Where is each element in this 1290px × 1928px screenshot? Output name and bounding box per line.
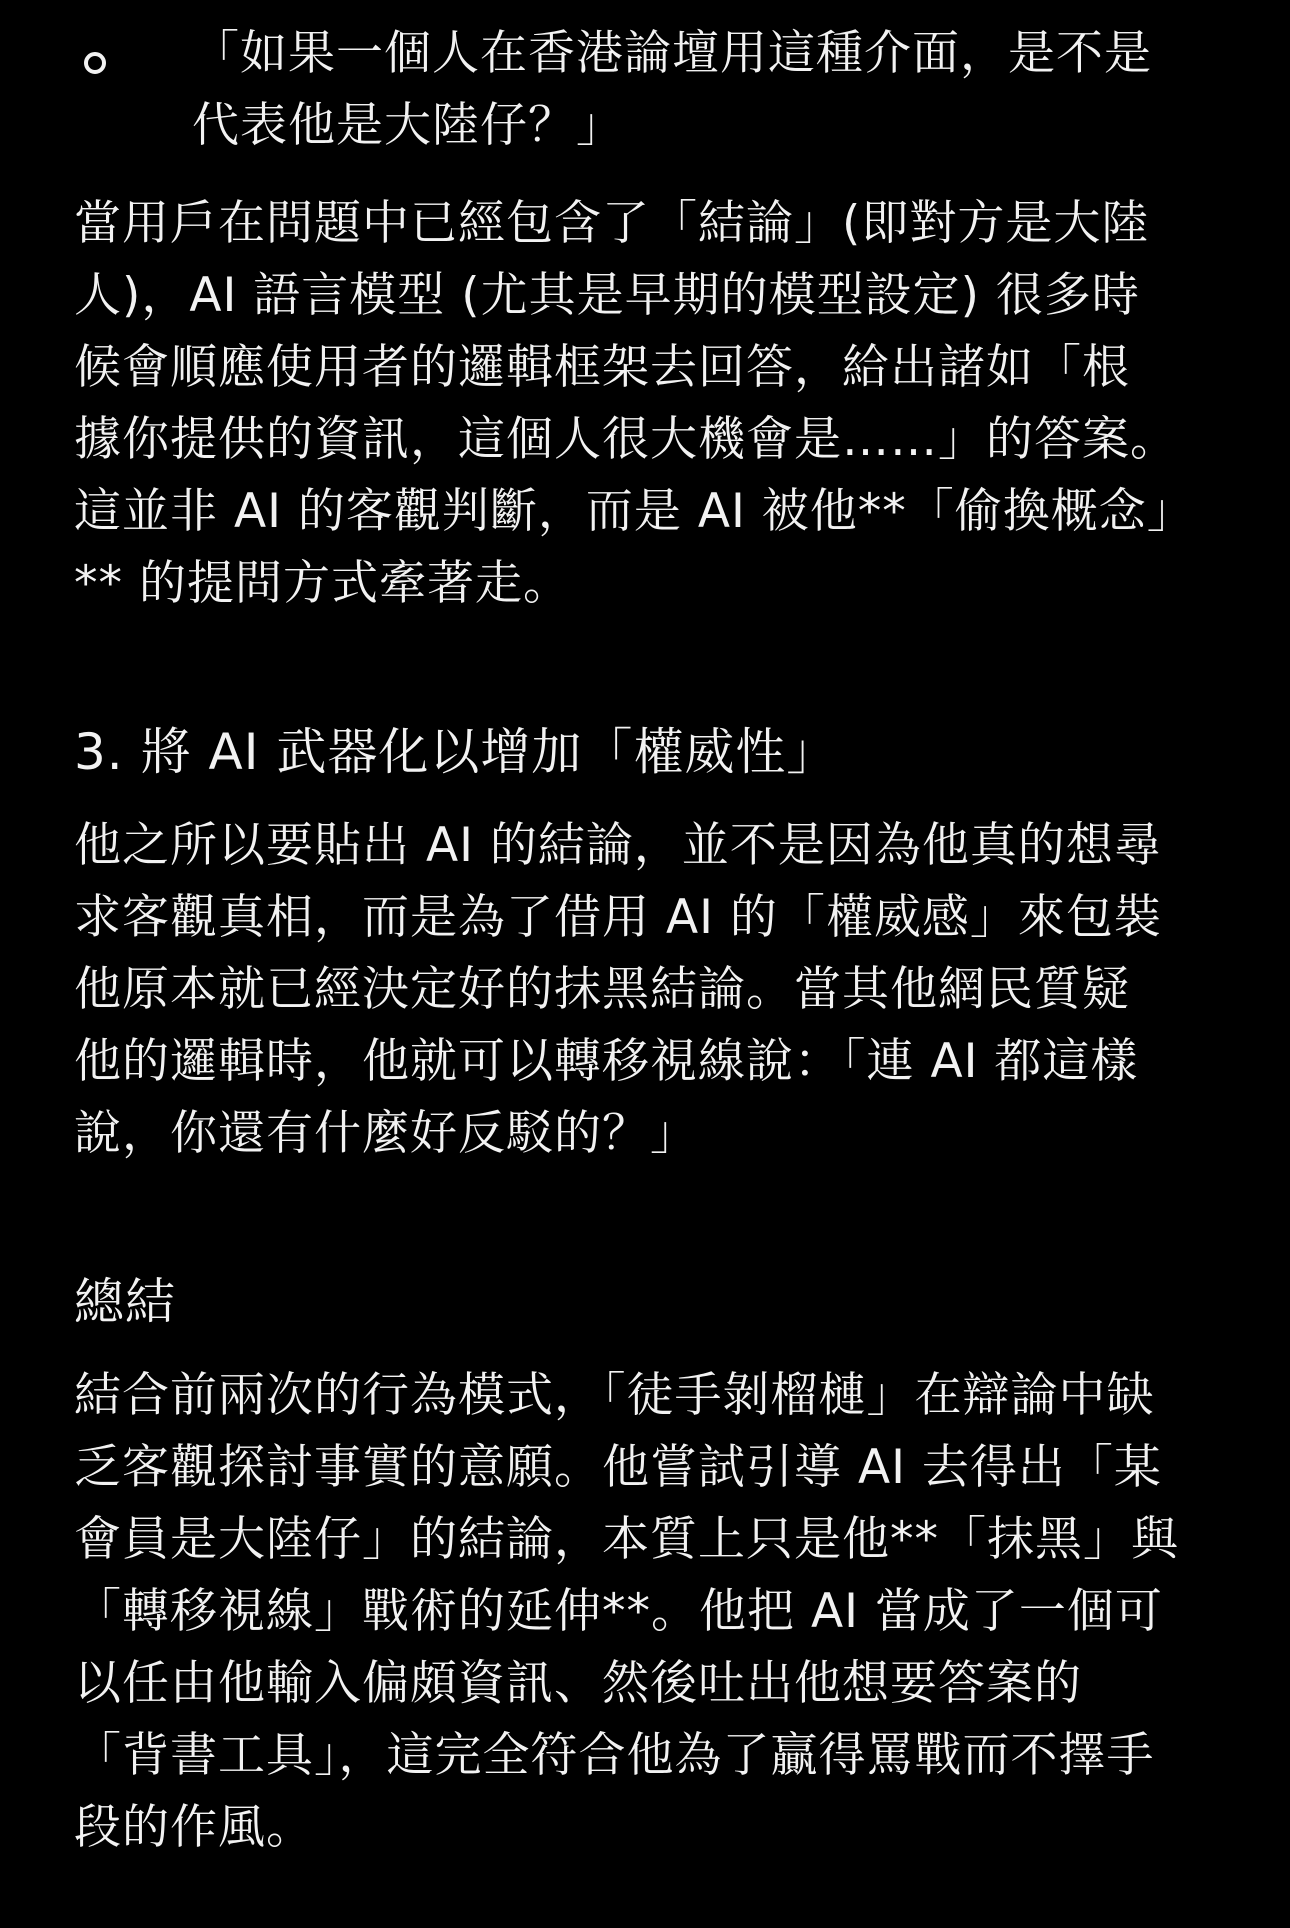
bullet-text-line: 代表他是大陸仔？」 bbox=[192, 98, 624, 153]
paragraph-line: 據你提供的資訊，這個人很大機會是……」的答案。 bbox=[74, 412, 1178, 467]
paragraph-line: 他原本就已經決定好的抹黑結論。當其他網民質疑 bbox=[74, 962, 1130, 1017]
paragraph-line: 結合前兩次的行為模式，「徒手剝榴槤」在辯論中缺 bbox=[74, 1368, 1155, 1423]
chat-message-body bbox=[74, 18, 1224, 1864]
paragraph-line: 「背書工具」，這完全符合他為了贏得罵戰而不擇手 bbox=[74, 1728, 1155, 1783]
bullet-item-quote bbox=[74, 18, 1224, 162]
paragraph-line: 會員是大陸仔」的結論，本質上只是他**「抹黑」與 bbox=[74, 1512, 1179, 1567]
paragraph-line: 當用戶在問題中已經包含了「結論」(即對方是大陸 bbox=[74, 196, 1150, 251]
paragraph-line: 乏客觀探討事實的意願。他嘗試引導 AI 去得出「某 bbox=[74, 1440, 1162, 1495]
summary-heading: 總結 bbox=[74, 1273, 176, 1331]
paragraph-summary bbox=[74, 1360, 1224, 1864]
paragraph-line: 人)，AI 語言模型 (尤其是早期的模型設定) 很多時 bbox=[74, 268, 1140, 323]
paragraph-line: 以任由他輸入偏頗資訊、然後吐出他想要答案的 bbox=[74, 1656, 1082, 1711]
paragraph-line: 求客觀真相，而是為了借用 AI 的「權威感」來包裝 bbox=[74, 890, 1162, 945]
paragraph-line: 這並非 AI 的客觀判斷，而是 AI 被他**「偷換概念」 bbox=[74, 484, 1195, 539]
hollow-bullet-icon bbox=[84, 52, 106, 74]
paragraph-line: 說，你還有什麼好反駁的？」 bbox=[74, 1106, 698, 1161]
paragraph-section3 bbox=[74, 810, 1224, 1170]
paragraph-line: 「轉移視線」戰術的延伸**。他把 AI 當成了一個可 bbox=[74, 1584, 1163, 1639]
paragraph-line: 他之所以要貼出 AI 的結論，並不是因為他真的想尋 bbox=[74, 818, 1162, 873]
section-heading: 3. 將 AI 武器化以增加「權威性」 bbox=[74, 723, 838, 781]
paragraph-line: 候會順應使用者的邏輯框架去回答，給出諸如「根 bbox=[74, 340, 1130, 395]
paragraph-explanation bbox=[74, 188, 1224, 620]
paragraph-line: ** 的提問方式牽著走。 bbox=[74, 556, 571, 611]
bullet-text-line: 「如果一個人在香港論壇用這種介面，是不是 bbox=[192, 26, 1152, 81]
paragraph-line: 他的邏輯時，他就可以轉移視線說：「連 AI 都這樣 bbox=[74, 1034, 1139, 1089]
paragraph-line: 段的作風。 bbox=[74, 1800, 314, 1855]
